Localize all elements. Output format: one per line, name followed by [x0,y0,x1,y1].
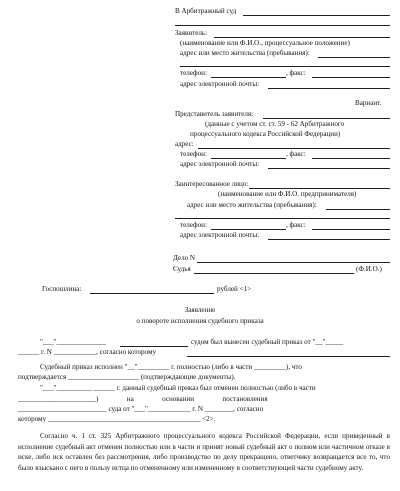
interested-party-line [249,188,390,189]
judge-label: Судья [173,265,191,273]
representative-label: Представитель заявителя: [175,110,254,118]
para1-text-2: ______ г. N ____________, согласно которому [18,348,157,356]
interested-address-line-2 [175,218,390,219]
court-label: В Арбитражный суд [175,7,237,15]
applicant-address-line-2 [180,66,390,67]
para1-text: судом был вынесен судебный приказ от "__"_____ [191,338,344,346]
applicant-line [214,37,390,38]
representative-phone-line [211,158,286,159]
representative-fax-line [312,158,390,159]
applicant-phone-line [211,77,286,78]
para1-line-2 [187,356,390,357]
representative-line [263,118,390,119]
interested-phone-label: телефон: [180,221,207,229]
applicant-address-label: адрес или место жительства (пребывания): [180,49,310,57]
applicant-address-line [318,57,390,58]
para3-text-4: которому ___________________________________________ <2>. [18,415,216,423]
para2-text: Судебный приказ исполнен "__"_________ г. полностью (либо в части _________), что [40,363,302,371]
representative-email-label: адрес электронной почты: [180,160,260,168]
interested-email-line [268,239,390,240]
para1-court-line [120,346,188,347]
interested-party-hint: (наименование или Ф.И.О. предпринимателя) [218,190,357,198]
court-line [243,15,390,16]
representative-phone-label: телефон: [180,150,207,158]
representative-hint-1: (данные с учетом ст. ст. 59 - 62 Арбитражного [205,120,345,128]
representative-fax-label: , факс: [286,150,306,158]
applicant-email-line [268,88,390,89]
representative-hint-2: процессуального кодекса Российской Федерации) [190,130,341,138]
representative-email-line [268,168,390,169]
variant-label: Вариант. [355,99,382,107]
court-line-2 [175,25,390,26]
interested-email-label: адрес электронной почты: [180,231,260,239]
fee-unit: рублей <1> [217,285,252,293]
interested-address-line [326,209,390,210]
applicant-fax-label: , факс: [286,69,306,77]
interested-phone-line [211,229,286,230]
para3-text-3: _________________________ суда от "___"____________ г. N ________, согласно [18,405,264,413]
judge-line [194,273,354,274]
applicant-phone-label: телефон: [180,69,207,77]
representative-address-line [198,148,390,149]
fee-line [90,293,214,294]
interested-fax-line [312,229,390,230]
interested-address-label: адрес или место жительства (пребывания): [187,201,317,209]
applicant-hint: (наименование или Ф.И.О., процессуальное положение) [180,39,350,47]
applicant-label: Заявитель: [175,29,208,37]
para4-text: Согласно ч. 1 ст. 325 Арбитражного процессуального кодекса Российской Федерации, если приведенный в исполнение судебный акт отменен полностью или в части и принят новый судебный акт о полном или частичном отказе в иске, либо иск оставлен без рассмотрения, либо производство по делу прекращено, ответчику возвращается все то, что было взыскано с него в пользу истца по отмененному или измененному в соответствующей части судебному акту. [18,432,390,472]
representative-address-label: адрес: [175,140,194,148]
para2-text-2: подтверждается ____________________ (подтверждающие документы). [18,373,236,381]
interested-fax-label: , факс: [286,221,306,229]
applicant-fax-line [312,77,390,78]
applicant-email-label: адрес электронной почты: [180,80,260,88]
document-subtitle: о повороте исполнения судебного приказа [136,317,264,325]
interested-party-label: Заинтересованное лицо: [175,180,249,188]
para1-date: "___"______________ [40,338,107,346]
judge-fio-hint: (Ф.И.О.) [356,265,382,273]
fee-label: Госпошлина: [42,285,82,293]
case-number-label: Дело N [173,254,196,262]
para3-text: "___"__________ ______ г. данный судебный приказ был отменен полностью (либо в части [40,384,316,392]
document-title: Заявление [184,306,216,314]
para3-text-2: ______________________) на основании постановления [18,395,268,403]
case-number-line [197,262,390,263]
